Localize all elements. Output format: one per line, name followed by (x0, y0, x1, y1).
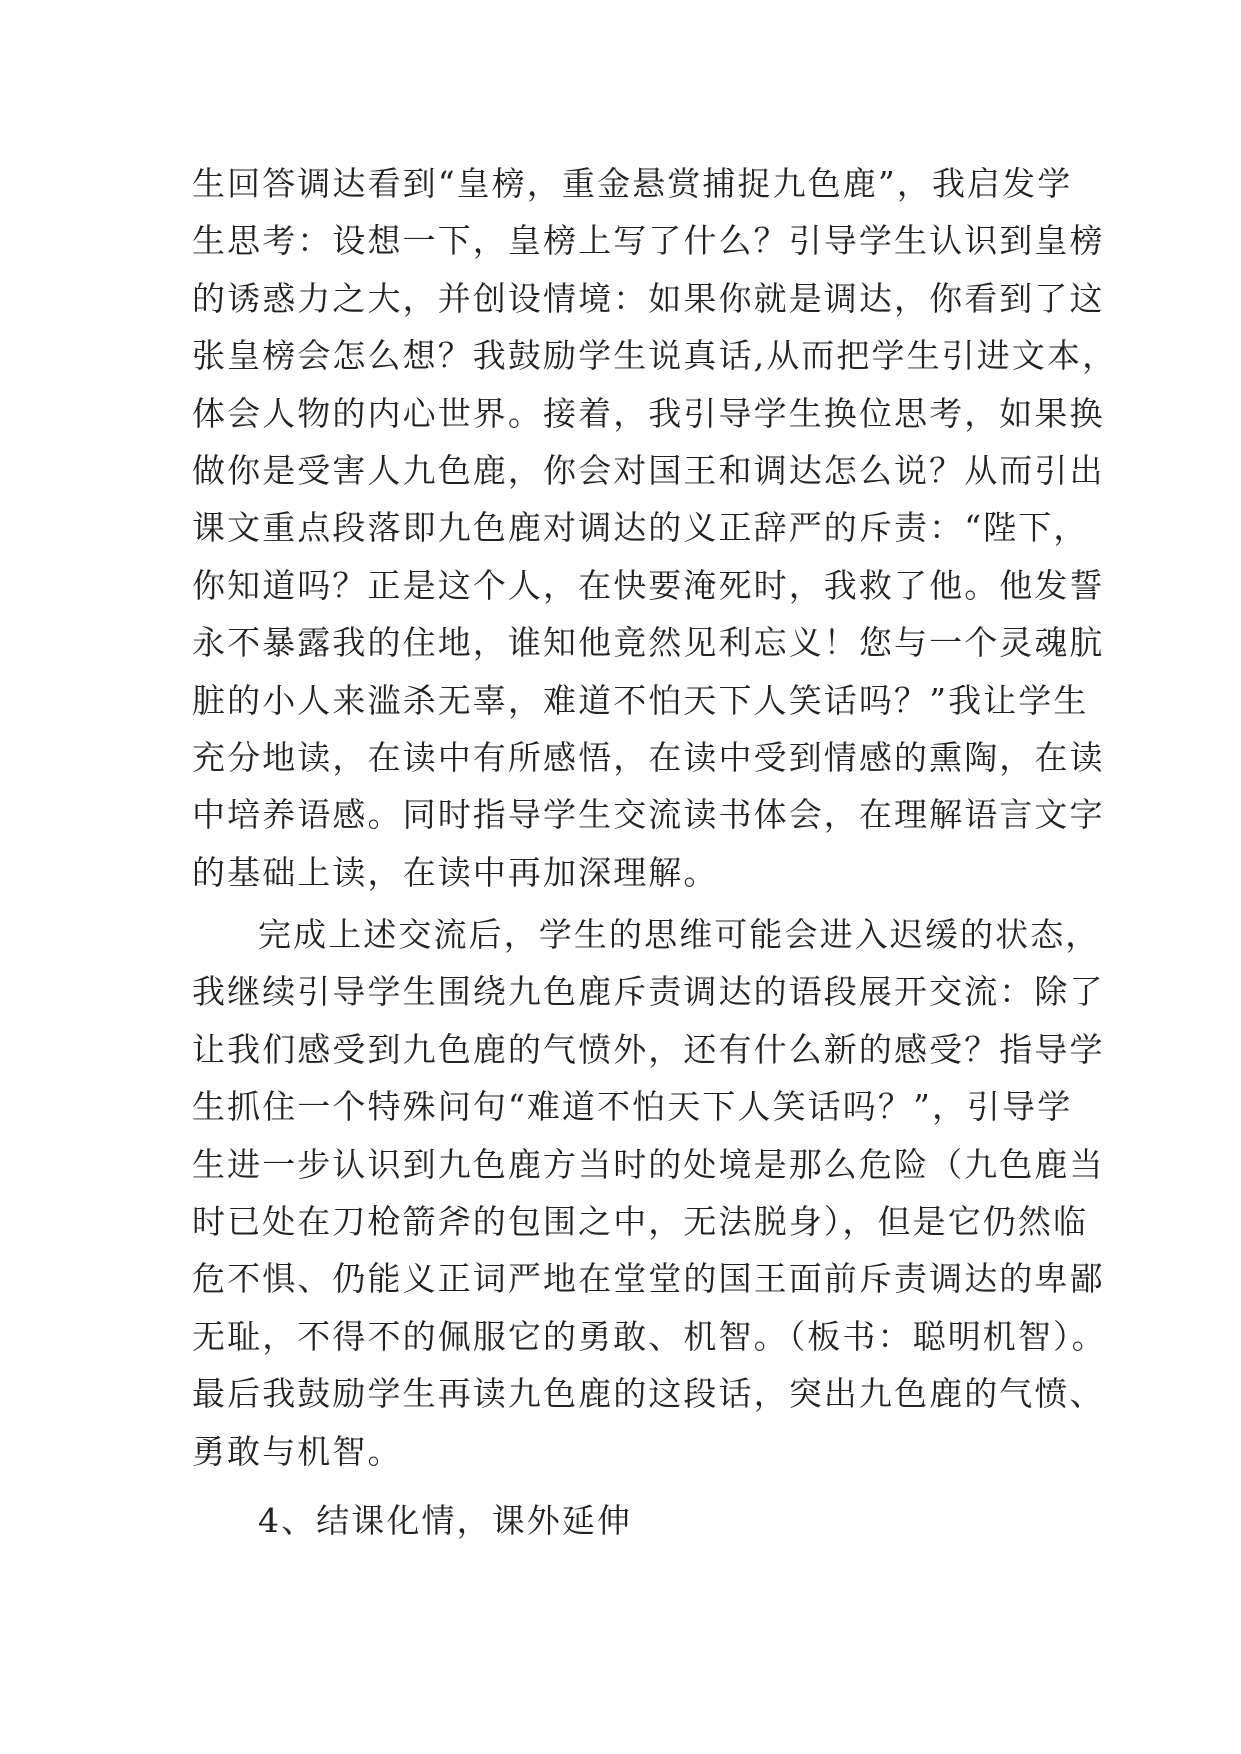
text-line: 你知道吗？正是这个人，在快要淹死时，我救了他。他发誓 (192, 565, 1105, 605)
text-line: 生回答调达看到“皇榜，重金悬赏捕捉九色鹿”，我启发学 (192, 164, 1073, 203)
text-line: 的基础上读，在读中再加深理解。 (192, 852, 719, 892)
text-line: 生抓住一个特殊问句“难道不怕天下人笑话吗？”，引导学 (192, 1087, 1073, 1127)
text-line: 我继续引导学生围绕九色鹿斥责调达的语段展开交流：除了 (192, 972, 1105, 1012)
text-line: 做你是受害人九色鹿，你会对国王和调达怎么说？从而引出 (192, 450, 1105, 490)
text-line: 让我们感受到九色鹿的气愤外，还有什么新的感受？指导学 (192, 1029, 1105, 1069)
text-line: 中培养语感。同时指导学生交流读书体会，在理解语言文字 (192, 795, 1105, 835)
section-heading: 4、结课化情，课外延伸 (258, 1500, 633, 1540)
body-text (192, 155, 1118, 1549)
text-line: 无耻，不得不的佩服它的勇敢、机智。（板书：聪明机智）。 (192, 1316, 1107, 1356)
paragraph-first-line: 完成上述交流后，学生的思维可能会进入迟缓的状态， (258, 915, 1101, 955)
text-line: 的诱惑力之大，并创设情境：如果你就是调达，你看到了这 (192, 278, 1105, 318)
text-line: 体会人物的内心世界。接着，我引导学生换位思考，如果换 (192, 393, 1105, 433)
text-line: 时已处在刀枪箭斧的包围之中，无法脱身），但是它仍然临 (192, 1202, 1089, 1242)
text-line: 勇敢与机智。 (192, 1431, 403, 1471)
text-line: 生思考：设想一下，皇榜上写了什么？引导学生认识到皇榜 (192, 221, 1105, 261)
text-line: 生进一步认识到九色鹿方当时的处境是那么危险（九色鹿当 (192, 1144, 1105, 1184)
text-line: 张皇榜会怎么想？我鼓励学生说真话,从而把学生引进文本， (192, 336, 1118, 376)
text-line: 永不暴露我的住地，谁知他竟然见利忘义！您与一个灵魂肮 (192, 623, 1105, 663)
text-line: 最后我鼓励学生再读九色鹿的这段话，突出九色鹿的气愤、 (192, 1374, 1105, 1414)
text-line: 危不惧、仍能义正词严地在堂堂的国王面前斥责调达的卑鄙 (192, 1259, 1105, 1299)
text-line: 充分地读，在读中有所感悟，在读中受到情感的熏陶，在读 (192, 737, 1105, 777)
text-line: 课文重点段落即九色鹿对调达的义正辞严的斥责：“陛下， (192, 508, 1089, 548)
text-line: 脏的小人来滥杀无辜，难道不怕天下人笑话吗？”我让学生 (192, 680, 1089, 720)
